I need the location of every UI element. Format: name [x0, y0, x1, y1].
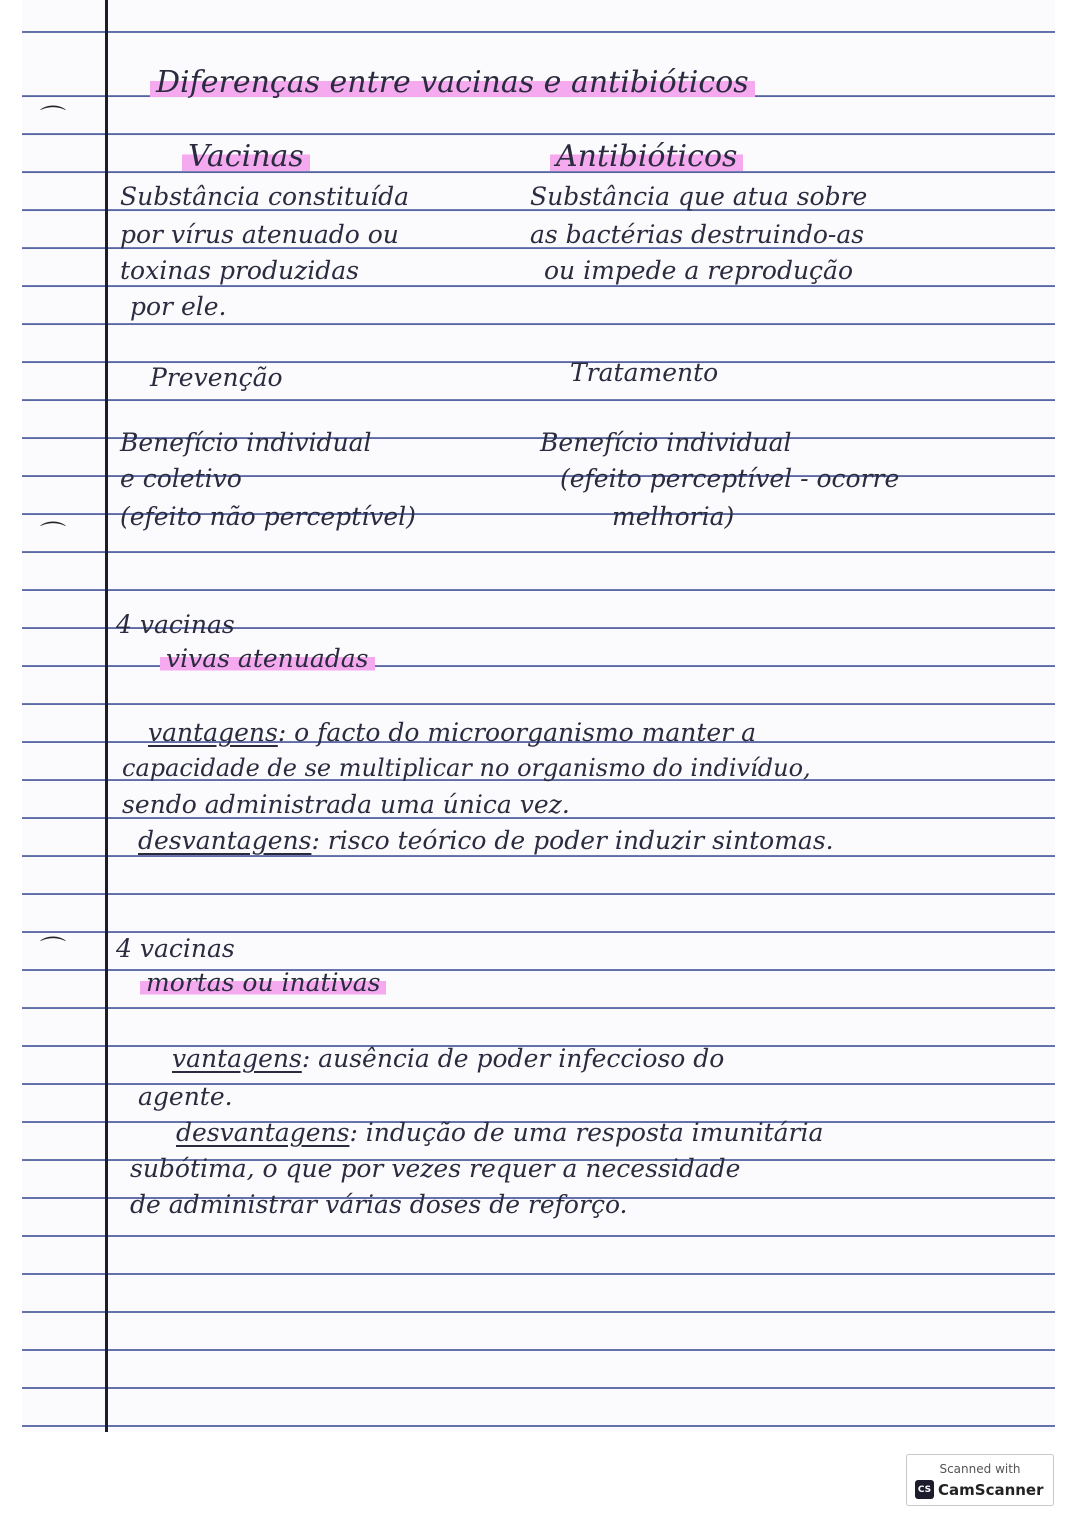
antibiotics-purpose: Tratamento [570, 358, 719, 387]
antibiotics-definition-line: Substância que atua sobre [530, 182, 868, 211]
vaccines-definition-line: Substância constituída [120, 182, 410, 211]
dead-disadvantages-line: desvantagens: indução de uma resposta imunitária [176, 1118, 824, 1147]
page-title: Diferenças entre vacinas e antibióticos [150, 68, 755, 98]
vaccines-definition-line: toxinas produzidas [120, 256, 359, 285]
live-advantages-line: sendo administrada uma única vez. [122, 790, 570, 819]
watermark-brand [915, 1480, 1044, 1499]
punch-hole-icon: ⌒ [40, 936, 67, 966]
dead-disadvantages-line: de administrar várias doses de reforço. [130, 1190, 628, 1219]
dead-advantages-line: vantagens: ausência de poder infeccioso do [172, 1044, 725, 1073]
dead-vaccines-subtitle: mortas ou inativas [140, 970, 386, 995]
live-advantages-line: capacidade de se multiplicar no organismo do indivíduo, [122, 754, 811, 782]
camscanner-watermark [906, 1454, 1054, 1506]
vaccines-purpose: Prevenção [150, 363, 283, 392]
punch-hole-icon: ⌒ [40, 521, 67, 551]
vaccines-benefit-line: e coletivo [120, 464, 242, 493]
antibiotics-heading: Antibióticos [550, 142, 743, 172]
camscanner-logo-icon: CS [915, 1480, 934, 1499]
antibiotics-definition-line: as bactérias destruindo-as [530, 220, 865, 249]
vaccines-benefit-line: Benefício individual [120, 428, 372, 457]
vaccines-definition-line: por vírus atenuado ou [120, 220, 399, 249]
live-advantages-line: vantagens: o facto do microorganismo manter a [148, 718, 756, 747]
vaccines-benefit-line: (efeito não perceptível) [120, 502, 416, 531]
live-vaccines-subtitle: vivas atenuadas [160, 646, 375, 671]
watermark-brand-name: CamScanner [938, 1480, 1044, 1499]
antibiotics-benefit-line: melhoria) [612, 502, 735, 531]
watermark-caption: Scanned with [939, 1462, 1021, 1476]
antibiotics-benefit-line: (efeito perceptível - ocorre [560, 464, 900, 493]
antibiotics-benefit-line: Benefício individual [540, 428, 792, 457]
dead-disadvantages-line: subótima, o que por vezes requer a necessidade [130, 1154, 741, 1183]
live-disadvantages-line: desvantagens: risco teórico de poder induzir sintomas. [138, 826, 834, 855]
vaccines-heading: Vacinas [182, 142, 310, 172]
dead-advantages-line: agente. [138, 1082, 233, 1111]
margin-line [105, 0, 108, 1432]
antibiotics-definition-line: ou impede a reprodução [544, 256, 854, 285]
live-vaccines-label: 4 vacinas [116, 610, 235, 639]
punch-hole-icon: ⌒ [40, 105, 67, 135]
notebook-page [22, 0, 1055, 1432]
dead-vaccines-label: 4 vacinas [116, 934, 235, 963]
vaccines-definition-line: por ele. [130, 292, 227, 321]
